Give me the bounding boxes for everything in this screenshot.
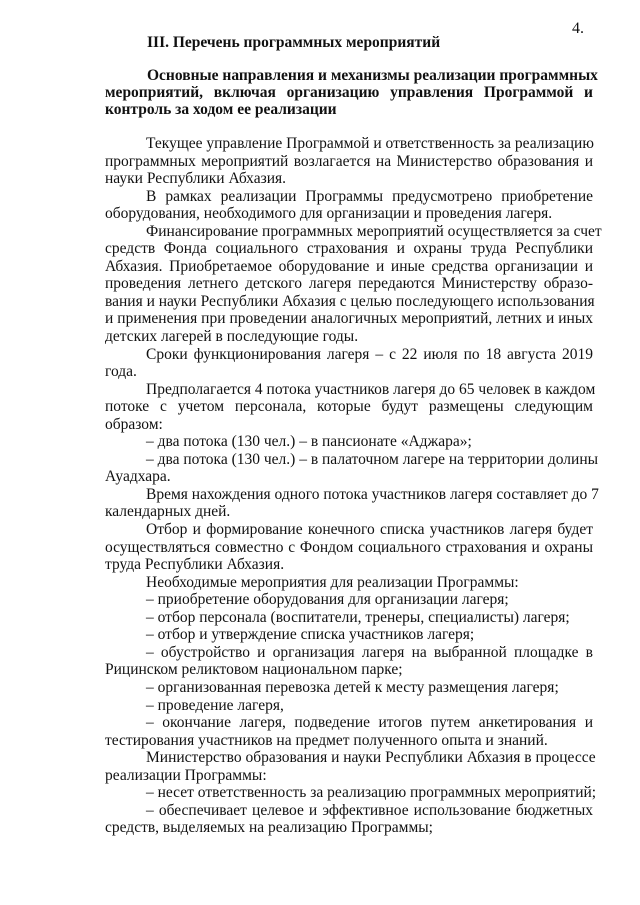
text-line: тестирования участников на предмет полученного опыта и знаний. [105,731,548,749]
text-line: – несет ответственность за реализацию программных мероприятий; [146,784,597,802]
paragraph [105,697,593,715]
text-line: средств, выделяемых на реализацию Программы; [105,819,433,837]
text-line: Ауадхара. [105,468,171,486]
text-line: потоке с учетом персонала, которые будут размещены следующим [105,398,593,416]
text-line: проведения летнего детского лагеря передаются Министерству образо- [105,275,593,293]
text-line: – приобретение оборудования для организации лагеря; [146,591,509,609]
paragraph [105,574,593,592]
subtitle-line: контроль за ходом ее реализации [105,101,337,118]
paragraph [105,626,593,644]
paragraph [105,679,593,697]
paragraph [105,521,593,574]
text-line: труда Республики Абхазия. [105,556,285,574]
paragraph [105,485,599,521]
section-subtitle [105,67,598,118]
paragraph [105,591,593,609]
paragraph [105,346,593,381]
paragraph [105,644,593,679]
paragraph [105,784,597,802]
text-line: Сроки функционирования лагеря – с 22 июля по 18 августа 2019 [146,345,593,363]
text-line: науки Республики Абхазия. [105,170,287,188]
text-line: календарных дней. [105,503,231,521]
text-line: Министерство образования и науки Республики Абхазия в процессе [146,749,596,767]
paragraph [105,188,593,223]
text-line: Абхазия. Приобретаемое оборудование и иные средства организации и [105,257,593,275]
text-line: – окончание лагеря, подведение итогов путем анкетирования и [146,714,593,732]
section-title: III. Перечень программных мероприятий [147,34,441,51]
paragraph [105,609,593,627]
paragraph [105,222,602,346]
text-line: Отбор и формирование конечного списка участников лагеря будет [146,521,593,539]
text-line: вания и науки Республики Абхазия с целью последующего использования [105,292,595,310]
text-line: – отбор персонала (воспитатели, тренеры, специалисты) лагеря; [146,608,570,626]
text-line: и применения при проведении аналогичных мероприятий, летних и иных [105,310,593,328]
paragraph [105,135,593,188]
text-line: детских лагерей в последующие годы. [105,328,359,346]
paragraph [105,749,596,784]
subtitle-line: Основные направления и механизмы реализации программных [147,67,598,84]
paragraph [105,714,593,749]
text-line: Рицинском реликтовом национальном парке; [105,661,403,679]
text-line: Время нахождения одного потока участников лагеря составляет до 7 [146,485,599,503]
page-number: 4. [572,20,584,37]
paragraph [105,450,599,486]
subtitle-line: мероприятий, включая организацию управления Программой и [105,84,593,101]
text-line: реализации Программы: [105,766,267,784]
text-line: Предполагается 4 потока участников лагеря до 65 человек в каждом [146,380,596,398]
text-line: – проведение лагеря, [146,696,284,714]
text-line: – отбор и утверждение списка участников лагеря; [146,626,475,644]
paragraph [105,380,596,434]
text-line: средств Фонда социального страхования и охраны труда Республики [105,240,593,258]
paragraph [105,802,593,837]
text-line: – два потока (130 чел.) – в пансионате «Аджара»; [146,433,472,451]
text-line: – организованная перевозка детей к месту размещения лагеря; [146,678,559,696]
document-body [105,135,602,837]
text-line: образом: [105,415,163,433]
text-line: Необходимые мероприятия для реализации Программы: [146,573,519,591]
text-line: года. [105,363,137,381]
paragraph [105,433,593,451]
text-line: В рамках реализации Программы предусмотрено приобретение [146,187,593,205]
text-line: оборудования, необходимого для организации и проведения лагеря. [105,205,553,223]
text-line: – два потока (130 чел.) – в палаточном лагере на территории долины [146,450,599,468]
text-line: осуществляться совместно с Фондом социального страхования и охраны [105,538,593,556]
text-line: Финансирование программных мероприятий осуществляется за счет [146,222,602,240]
text-line: программных мероприятий возлагается на Министерство образования и [105,152,593,170]
text-line: – обеспечивает целевое и эффективное использование бюджетных [146,801,593,819]
text-line: Текущее управление Программой и ответственность за реализацию [146,135,594,152]
text-line: – обустройство и организация лагеря на выбранной площадке в [146,643,593,661]
